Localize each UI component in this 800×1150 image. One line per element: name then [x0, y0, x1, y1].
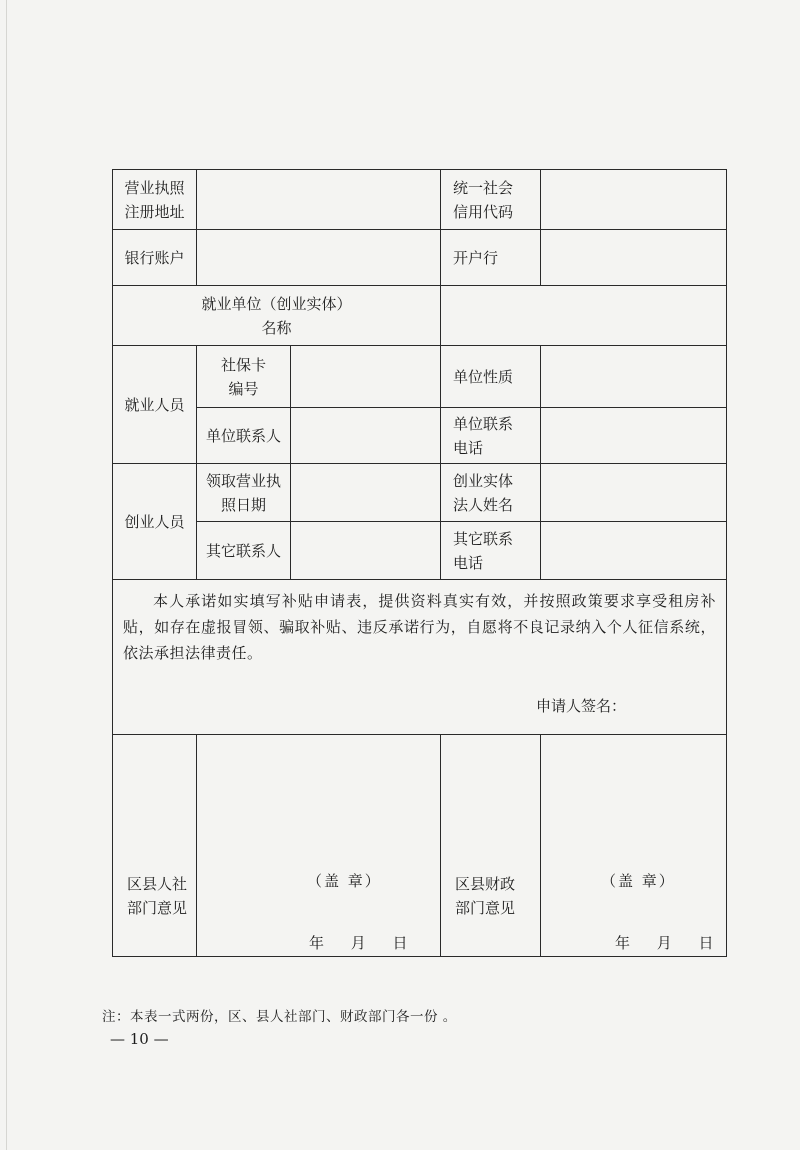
- bank-account-field[interactable]: [197, 230, 441, 286]
- unit-contact-phone-label: 单位联系电话: [441, 408, 541, 464]
- signature-row: [113, 694, 726, 718]
- hr-seal-label: （盖 章）: [307, 872, 382, 890]
- district-finance-opinion-field[interactable]: [541, 735, 727, 957]
- bank-account-label: 银行账户: [113, 230, 197, 286]
- other-contact-label: 其它联系人: [197, 522, 291, 580]
- employed-person-label: 就业人员: [113, 346, 197, 464]
- license-date-label: 领取营业执照日期: [197, 464, 291, 522]
- other-contact-phone-label: 其它联系电话: [441, 522, 541, 580]
- other-contact-field[interactable]: [291, 522, 441, 580]
- finance-date-label: 年 月 日: [615, 934, 714, 952]
- legal-rep-name-field[interactable]: [541, 464, 727, 522]
- bank-name-field[interactable]: [541, 230, 727, 286]
- employer-name-label: [113, 286, 441, 346]
- unit-contact-phone-field[interactable]: [541, 408, 727, 464]
- footer-note: 注：本表一式两份，区、县人社部门、财政部门各一份 。: [102, 1009, 457, 1025]
- employer-name-line-2: 名称: [261, 318, 292, 337]
- credit-code-field[interactable]: [541, 170, 727, 230]
- bank-name-label: 开户行: [441, 230, 541, 286]
- employer-name-line-1: 就业单位（创业实体）: [201, 294, 352, 313]
- signature-label: 申请人签名：: [535, 697, 626, 715]
- social-card-no-label: 社保卡编号: [197, 346, 291, 408]
- unit-nature-field[interactable]: [541, 346, 727, 408]
- page-number: — 10 —: [110, 1030, 169, 1048]
- pledge-text: 本人承诺如实填写补贴申请表，提供资料真实有效，并按照政策要求享受租房补贴，如存在虚报冒领、骗取补贴、违反承诺行为，自愿将不良记录纳入个人征信系统，依法承担法律责任。: [123, 592, 716, 662]
- other-contact-phone-field[interactable]: [541, 522, 727, 580]
- district-hr-opinion-label: 区县人社部门意见: [113, 735, 197, 957]
- application-form-table: [112, 169, 727, 957]
- page-edge: [6, 0, 7, 1150]
- entrepreneur-label: 创业人员: [113, 464, 197, 580]
- employer-name-field[interactable]: [441, 286, 727, 346]
- business-license-address-field[interactable]: [197, 170, 441, 230]
- finance-seal-label: （盖 章）: [601, 872, 676, 890]
- unit-nature-label: 单位性质: [441, 346, 541, 408]
- license-date-field[interactable]: [291, 464, 441, 522]
- unit-contact-field[interactable]: [291, 408, 441, 464]
- legal-rep-name-label: 创业实体法人姓名: [441, 464, 541, 522]
- district-hr-opinion-field[interactable]: [197, 735, 441, 957]
- business-license-address-label: 营业执照注册地址: [113, 170, 197, 230]
- pledge-cell: [113, 580, 727, 735]
- social-card-no-field[interactable]: [291, 346, 441, 408]
- hr-date-label: 年 月 日: [309, 934, 408, 952]
- district-finance-opinion-label: 区县财政部门意见: [441, 735, 541, 957]
- unit-contact-label: 单位联系人: [197, 408, 291, 464]
- credit-code-label: 统一社会信用代码: [441, 170, 541, 230]
